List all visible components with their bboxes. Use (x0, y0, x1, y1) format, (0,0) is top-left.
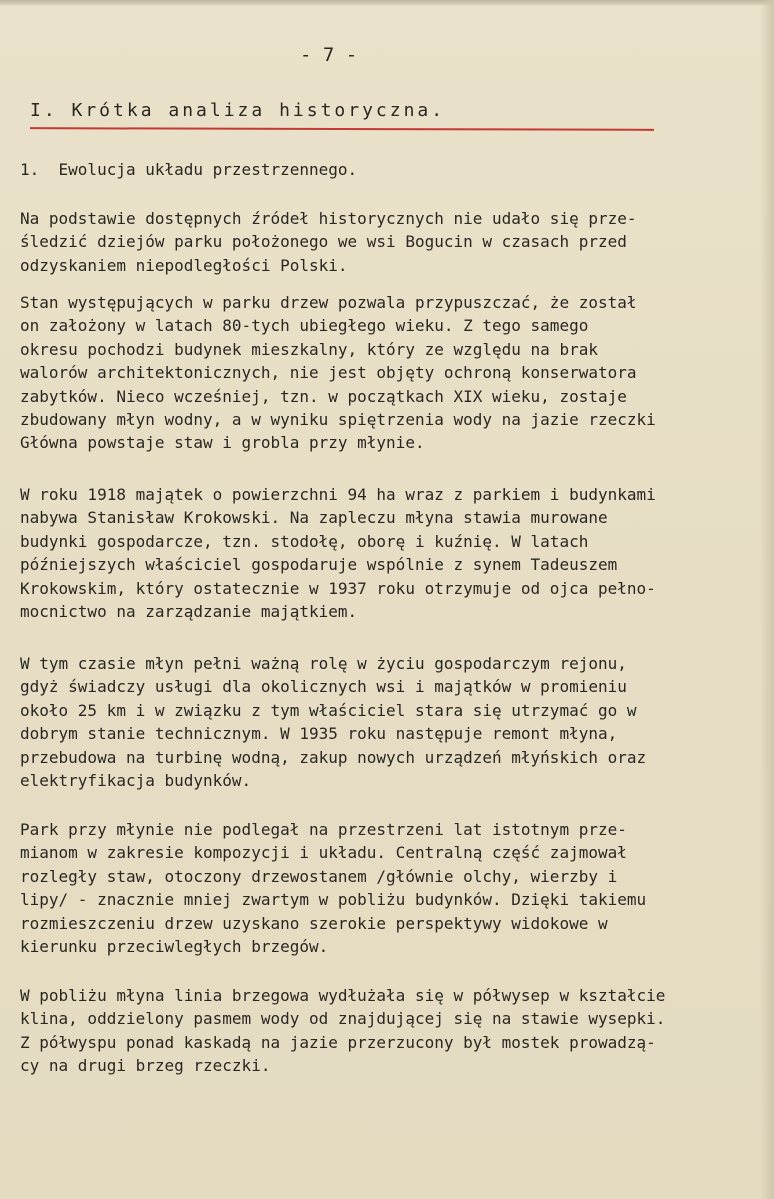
text-line: W roku 1918 majątek o powierzchni 94 ha wraz z parkiem i budynkami (20, 485, 656, 504)
page-number: - 7 - (300, 44, 358, 66)
paragraph-6 (20, 984, 760, 1078)
text-line: nabywa Stanisław Krokowski. Na zapleczu młyna stawia murowane (20, 508, 608, 528)
text-line: gdyż świadczy usługi dla okolicznych wsi i majątków w promieniu (20, 677, 627, 697)
paragraph-1 (20, 207, 760, 277)
heading-underline (30, 127, 654, 131)
paragraph-2 (20, 291, 760, 455)
text-line: mocnictwo na zarządzanie majątkiem. (20, 601, 358, 621)
paragraph-3 (20, 483, 760, 623)
text-line: klina, oddzielony pasmem wody od znajdującej się na stawie wysepki. (20, 1009, 666, 1029)
text-line: Park przy młynie nie podlegał na przestrzeni lat istotnym prze- (20, 820, 627, 839)
text-line: przebudowa na turbinę wodną, zakup nowych urządzeń młyńskich oraz (20, 747, 647, 767)
text-line: około 25 km i w związku z tym właściciel stara się utrzymać go w (20, 700, 637, 720)
text-line: rozmieszczeniu drzew uzyskano szerokie perspektywy widokowe w (20, 913, 608, 933)
text-line: on założony w latach 80-tych ubiegłego wieku. Z tego samego (20, 316, 589, 336)
text-line: Na podstawie dostępnych źródeł historycznych nie udało się prze- (20, 209, 637, 228)
text-line: cy na drugi brzeg rzeczki. (20, 1056, 271, 1076)
text-line: rozległy staw, otoczony drzewostanem /głównie olchy, wierzby i (20, 866, 618, 886)
text-line: elektryfikacja budynków. (20, 770, 252, 790)
page-top-edge (0, 0, 774, 6)
text-line: lipy/ - znacznie mniej zwartym w pobliżu budynków. Dzięki takiemu (20, 890, 647, 910)
text-line: budynki gospodarcze, tzn. stodołę, oborę i kuźnię. W latach (20, 531, 589, 551)
text-line: mianom w zakresie kompozycji i układu. Centralną część zajmował (20, 843, 627, 863)
text-line: Główna powstaje staw i grobla przy młynie. (20, 433, 425, 453)
text-line: zbudowany młyn wodny, a w wyniku spiętrzenia wody na jazie rzeczki (20, 409, 656, 429)
text-line: Krokowskim, który ostatecznie w 1937 roku otrzymuje od ojca pełno- (20, 578, 656, 598)
text-line: dobrym stanie technicznym. W 1935 roku następuje remont młyna, (20, 724, 618, 744)
text-line: zabytków. Nieco wcześniej, tzn. w początkach XIX wieku, zostaje (20, 386, 627, 406)
text-line: W tym czasie młyn pełni ważną rolę w życiu gospodarczym rejonu, (20, 654, 627, 673)
text-line: W pobliżu młyna linia brzegowa wydłużała się w półwysep w kształcie (20, 986, 666, 1005)
text-line: walorów architektonicznych, nie jest objęty ochroną konserwatora (20, 363, 637, 383)
paragraph-5 (20, 818, 760, 958)
text-line: Z półwyspu ponad kaskadą na jazie przerzucony był mostek prowadzą- (20, 1032, 656, 1052)
text-line: późniejszych właściciel gospodaruje wspólnie z synem Tadeuszem (20, 555, 618, 575)
text-line: odzyskaniem niepodległości Polski. (20, 255, 348, 275)
text-line: Stan występujących w parku drzew pozwala przypuszczać, że został (20, 293, 637, 312)
subsection-heading: 1. Ewolucja układu przestrzennego. (20, 160, 358, 179)
page-right-edge (760, 0, 774, 1199)
paragraph-4 (20, 652, 760, 792)
section-heading: I. Krótka analiza historyczna. (30, 100, 446, 121)
text-line: śledzić dziejów parku położonego we wsi Bogucin w czasach przed (20, 232, 627, 252)
text-line: kierunku przeciwległych brzegów. (20, 936, 329, 956)
text-line: okresu pochodzi budynek mieszkalny, który ze względu na brak (20, 339, 598, 359)
